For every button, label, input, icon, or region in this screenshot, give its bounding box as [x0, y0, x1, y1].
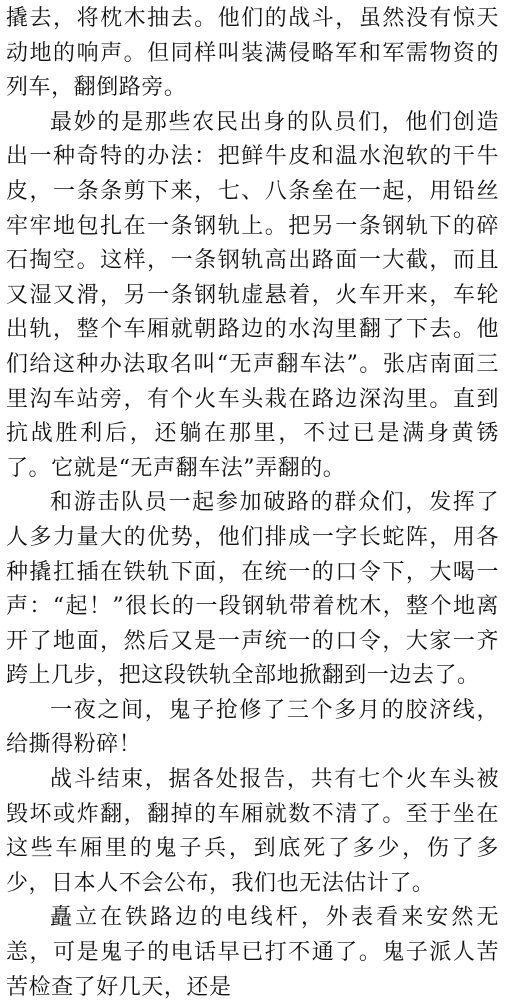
paragraph-crowd-lifting-rails: 和游击队员一起参加破路的群众们，发挥了人多力量大的优势，他们排成一字长蛇阵，用各种撬扛插在铁轨下面，在统一的口令下，大喝一声：“起！”很长的一段钢轨带着枕木，整个地离开了地面，然后又是一声统一的口令，大家一齐跨上几步，把这段铁轨全部地掀翻到一边去了。	[6, 490, 499, 689]
paragraph-rail-removal: 撬去，将枕木抽去。他们的战斗，虽然没有惊天动地的响声。但同样叫装满侵略军和军需物资的列车，翻倒路旁。	[6, 6, 499, 101]
paragraph-railway-shattered: 一夜之间，鬼子抢修了三个多月的胶济线，给撕得粉碎！	[6, 697, 499, 758]
paragraph-silent-derail-method: 最妙的是那些农民出身的队员们，他们创造出一种奇特的办法：把鲜牛皮和温水泡软的干牛皮，一条条剪下来，七、八条垒在一起，用铅丝牢牢地包扎在一条钢轨上。把另一条钢轨下的碎石掏空。这样，一条钢轨高出路面一大截，而且又湿又滑，另一条钢轨虚悬着，火车开来，车轮出轨，整个车厢就朝路边的水沟里翻了下去。他们给这种办法取名叫“无声翻车法”。张店南面三里沟车站旁，有个火车头栽在路边深沟里。直到抗战胜利后，还躺在那里，不过已是满身黄锈了。它就是“无声翻车法”弄翻的。	[6, 109, 499, 481]
paragraph-telegraph-poles: 矗立在铁路边的电线杆，外表看来安然无恙，可是鬼子的电话早已打不通了。鬼子派人苦苦检查了好几天，还是	[6, 905, 499, 1000]
paragraph-battle-results: 战斗结束，据各处报告，共有七个火车头被毁坏或炸翻，翻掉的车厢就数不清了。至于坐在这些车厢里的鬼子兵，到底死了多少，伤了多少，日本人不会公布，我们也无法估计了。	[6, 767, 499, 896]
